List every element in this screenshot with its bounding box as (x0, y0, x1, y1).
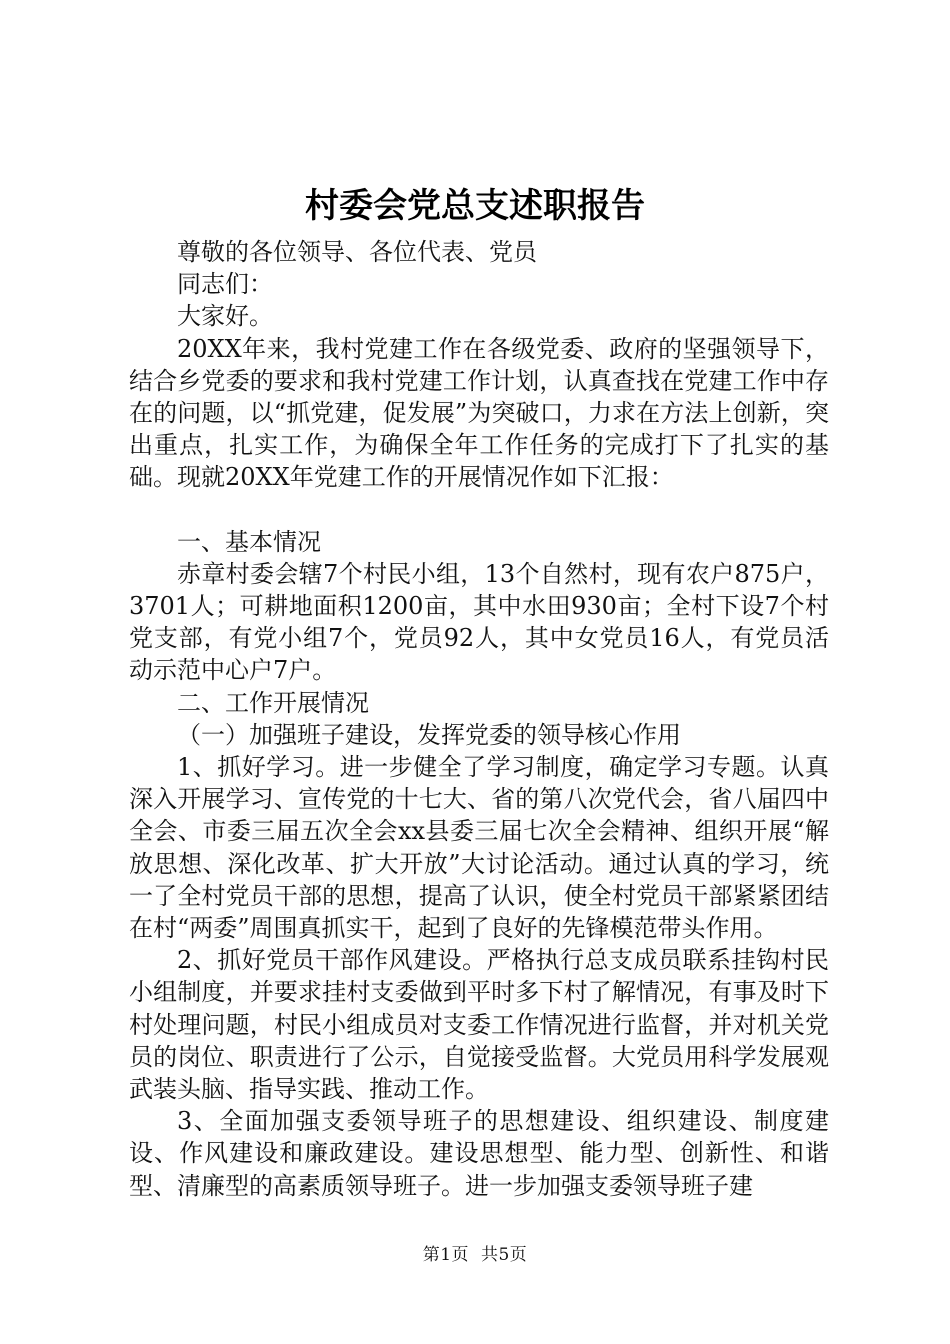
page-number: 第1页 (422, 1245, 470, 1265)
document-title: 村委会党总支述职报告 (305, 186, 645, 226)
salutation: 尊敬的各位领导、各位代表、党员 (177, 238, 537, 266)
addressee: 同志们： (177, 270, 273, 299)
subsection1-heading: （一）加强班子建设，发挥党委的领导核心作用 (177, 720, 681, 749)
item1-paragraph: 1、抓好学习。进一步健全了学习制度，确定学习专题。认真深入开展学习、宣传党的十七大、省的第八次党代会，省八届四中全会、市委三届五次全会xx县委三届七次全会精神、组织开展“解放思想、深化改革、扩大开放”大讨论活动。通过认真的学习，统一了全村党员干部的思想，提高了认识，使全村党员干部紧紧团结在村“两委”周围真抓实干，起到了良好的先锋模范带头作用。 (129, 753, 829, 943)
document-body (129, 236, 829, 1202)
section2-heading: 二、工作开展情况 (177, 688, 369, 717)
page-footer (0, 1240, 950, 1265)
page-total: 共5页 (480, 1245, 528, 1265)
paragraph-spacer (129, 494, 829, 526)
section1-body: 赤章村委会辖7个村民小组，13个自然村，现有农户875户，3701人；可耕地面积1200亩，其中水田930亩；全村下设7个村党支部，有党小组7个，党员92人，其中女党员16人，有党员活动示范中心户7户。 (129, 559, 829, 685)
greeting: 大家好。 (177, 302, 273, 331)
intro-paragraph: 20XX年来，我村党建工作在各级党委、政府的坚强领导下，结合乡党委的要求和我村党建工作计划，认真查找在党建工作中存在的问题，以“抓党建，促发展”为突破口，力求在方法上创新，突出重点，扎实工作，为确保全年工作任务的完成打下了扎实的基础。现就20XX年党建工作的开展情况作如下汇报： (129, 334, 829, 492)
item2-paragraph: 2、抓好党员干部作风建设。严格执行总支成员联系挂钩村民小组制度，并要求挂村支委做到平时多下村了解情况，有事及时下村处理问题，村民小组成员对支委工作情况进行监督，并对机关党员的岗位、职责进行了公示，自觉接受监督。大党员用科学发展观武装头脑、指导实践、推动工作。 (129, 946, 829, 1104)
section1-heading: 一、基本情况 (177, 527, 321, 556)
item3-paragraph: 3、全面加强支委领导班子的思想建设、组织建设、制度建设、作风建设和廉政建设。建设思想型、能力型、创新性、和谐型、清廉型的高素质领导班子。进一步加强支委领导班子建 (129, 1107, 829, 1200)
